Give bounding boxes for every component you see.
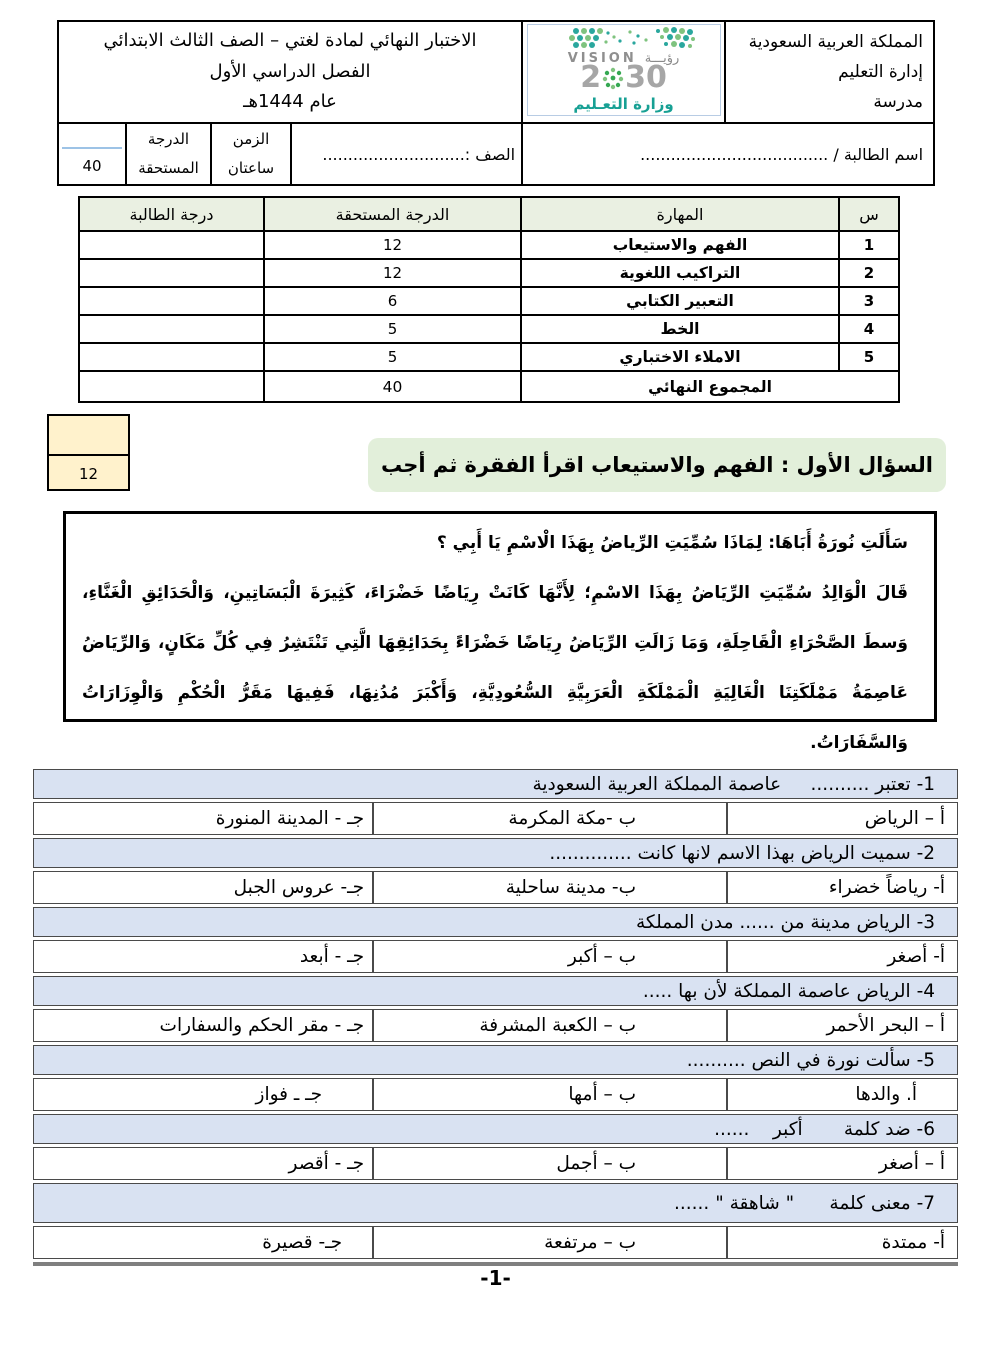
q5-option-a[interactable]: أ. والدها [727,1078,958,1111]
total-grade-value: 40 [82,157,102,175]
max-score: 5 [264,315,521,343]
row-number: 4 [839,315,899,343]
total-label: المجموع النهائي [521,371,899,402]
skill-name: التراكيب اللغوية [521,259,839,287]
q2-option-a[interactable]: أ- رياضاً خضراء [727,871,958,904]
questions-section [33,766,958,1290]
passage-body: قَالَ الْوَالِدُ سُمِّيَتِ الرِّيَاضُ بِهَذَا الاسْمِ؛ لِأَنَّهَا كَانَتْ رِيَاضًا خَضْرَاءَ، كَثِيرَةَ الْبَسَاتِينِ، وَالْحَدَائِقِ الْغَنَّاءِ، وَسطَ الصَّحْرَاءِ الْقَاحِلَةِ، وَمَا زَالَتِ الرِّيَاضُ رِيَاضًا خَضْرَاءً بِحَدَائِقِهَا الَّتِي تَنْتَشِرُ فِي كُلِّ مَكَانٍ، وَالرِّيَاضُ عَاصِمَةُ مَمْلَكَتِنَا الْغَالِيَةِ الْمَمْلَكَةِ الْعَرَبِيَّةِ السُّعُودِيَّةِ، وَأَكْبَرَ مُدُنِهَا، فَفِيهَا مَقَرُّ الْحُكْمِ وَالْوِزَارَاتُ وَالسَّفَارَاتُ. [82,583,908,753]
skill-name: الفهم والاستيعاب [521,231,839,259]
q4-option-a[interactable]: أ – البحر الأحمر [727,1009,958,1042]
question-3-text: 3- الرياض مدينة من ...... مدن المملكة [33,907,958,937]
student-name-field[interactable]: اسم الطالبة / ..................................... [522,123,934,185]
question-7-text: 7- معنى كلمة " شاهقة " ...... [33,1183,958,1223]
q6-option-a[interactable]: أ – أصغر [727,1147,958,1180]
question-4-options [33,1009,958,1042]
q7-option-a[interactable]: أ- ممتدة [727,1226,958,1259]
max-score: 6 [264,287,521,315]
score-blank-cell[interactable] [49,416,128,456]
grade-label-line1: الدرجة [147,129,190,148]
row-number: 1 [839,231,899,259]
max-score: 12 [264,231,521,259]
question-6-text: 6- ضد كلمة أكبر ...... [33,1114,958,1144]
total-grade-cell [58,123,126,185]
header [57,20,935,186]
earned-grade-blank[interactable] [62,124,122,149]
q5-option-c[interactable]: جـ ـ فواز [33,1078,373,1111]
skills-table-wrap [78,196,900,403]
passage-question-line: سَأَلَتِ نُورَةُ أَبَاهَا: لِمَاذَا سُمِّيَتِ الرِّياضُ بِهَذَا الْاسْمِ يَا أَبِي ؟ [436,533,908,553]
palm-emblem-icon [602,65,624,91]
q2-option-b[interactable]: ب- مدينة ساحلية [373,871,727,904]
skill-name: الخط [521,315,839,343]
col-header-student-score: درجة الطالبة [79,197,264,231]
exam-title-line3: عام 1444هـ [243,91,337,113]
col-header-max-score: الدرجة المستحقة [264,197,521,231]
question-score-box [47,414,130,491]
row-number: 2 [839,259,899,287]
reading-passage [63,511,937,753]
question-5-options [33,1078,958,1111]
row-number: 5 [839,343,899,371]
skills-total-row [79,371,899,402]
q6-option-c[interactable]: جـ - أقصر [33,1147,373,1180]
question-3-options [33,940,958,973]
question-5-text: 5- سألت نورة في النص .......... [33,1045,958,1075]
section-title-banner: السؤال الأول : الفهم والاستيعاب اقرأ الفقرة ثم أجب [368,438,946,492]
q4-option-c[interactable]: جـ - مقر الحكم والسفارات [33,1009,373,1042]
ministry-info-block [725,21,934,123]
question-2-text: 2- سميت الرياض بهذا الاسم لانها كانت .............. [33,838,958,868]
school-label: مدرسة [873,92,924,113]
logo-dots-icon [544,26,704,52]
question-6-options [33,1147,958,1180]
q7-option-c[interactable]: جـ- قصيرة [33,1226,373,1259]
question-7-options [33,1226,958,1259]
student-score-blank[interactable] [79,343,264,371]
q1-option-a[interactable]: أ – الرياض [727,802,958,835]
skill-name: التعبير الكتابي [521,287,839,315]
ministry-of-education-wordmark: وزارة التعـليم [573,95,674,113]
total-student-score-blank[interactable] [79,371,264,402]
q3-option-a[interactable]: أ- أصغر [727,940,958,973]
ministry-country-label: المملكة العربية السعودية [748,31,924,52]
page-number: -1- [480,1266,511,1290]
student-score-blank[interactable] [79,287,264,315]
vision-wordmark: VISION رؤيـــة [567,51,680,66]
skills-row [79,231,899,259]
score-max-value: 12 [78,465,99,483]
question-1-options [33,802,958,835]
col-header-skill: المهارة [521,197,839,231]
skills-table [78,196,900,403]
q5-option-b[interactable]: ب – أمها [373,1078,727,1111]
q3-option-b[interactable]: ب – أكبر [373,940,727,973]
skills-row [79,343,899,371]
exam-title-block [58,21,522,123]
student-score-blank[interactable] [79,231,264,259]
row-number: 3 [839,287,899,315]
student-score-blank[interactable] [79,315,264,343]
skills-row [79,287,899,315]
q1-option-c[interactable]: جـ - المدينة المنورة [33,802,373,835]
skills-row [79,315,899,343]
class-field[interactable]: الصف :............................ [291,123,522,185]
skills-row [79,259,899,287]
time-label: الزمن [232,129,270,148]
grade-label-line2: المستحقة [138,159,199,177]
exam-title-line2: الفصل الدراسي الأول [209,60,371,82]
q1-option-b[interactable]: ب -مكة المكرمة [373,802,727,835]
max-score: 12 [264,259,521,287]
vision-2030-year: 2 30 [580,60,667,95]
time-cell [211,123,291,185]
time-value: ساعتان [227,159,275,177]
vision-2030-logo [522,21,725,123]
col-header-number: س [839,197,899,231]
q7-option-b[interactable]: ب – مرتفعة [373,1226,727,1259]
question-2-options [33,871,958,904]
total-max-score: 40 [264,371,521,402]
grade-label-cell [126,123,211,185]
questions-table [33,766,958,1262]
skill-name: الاملاء الاختباري [521,343,839,371]
student-score-blank[interactable] [79,259,264,287]
question-1-text: 1- تعتبر .......... عاصمة المملكة العربية السعودية [33,769,958,799]
question-4-text: 4- الرياض عاصمة المملكة لأن بها ..... [33,976,958,1006]
q6-option-b[interactable]: ب – أجمل [373,1147,727,1180]
exam-title-line1: الاختبار النهائي لمادة لغتي – الصف الثالث الابتدائي [103,29,477,51]
max-score: 5 [264,343,521,371]
q4-option-b[interactable]: ب – الكعبة المشرفة [373,1009,727,1042]
q2-option-c[interactable]: جـ- عروس الجبل [33,871,373,904]
education-admin-label: إدارة التعليم [838,61,924,82]
q3-option-c[interactable]: جـ - أبعد [33,940,373,973]
